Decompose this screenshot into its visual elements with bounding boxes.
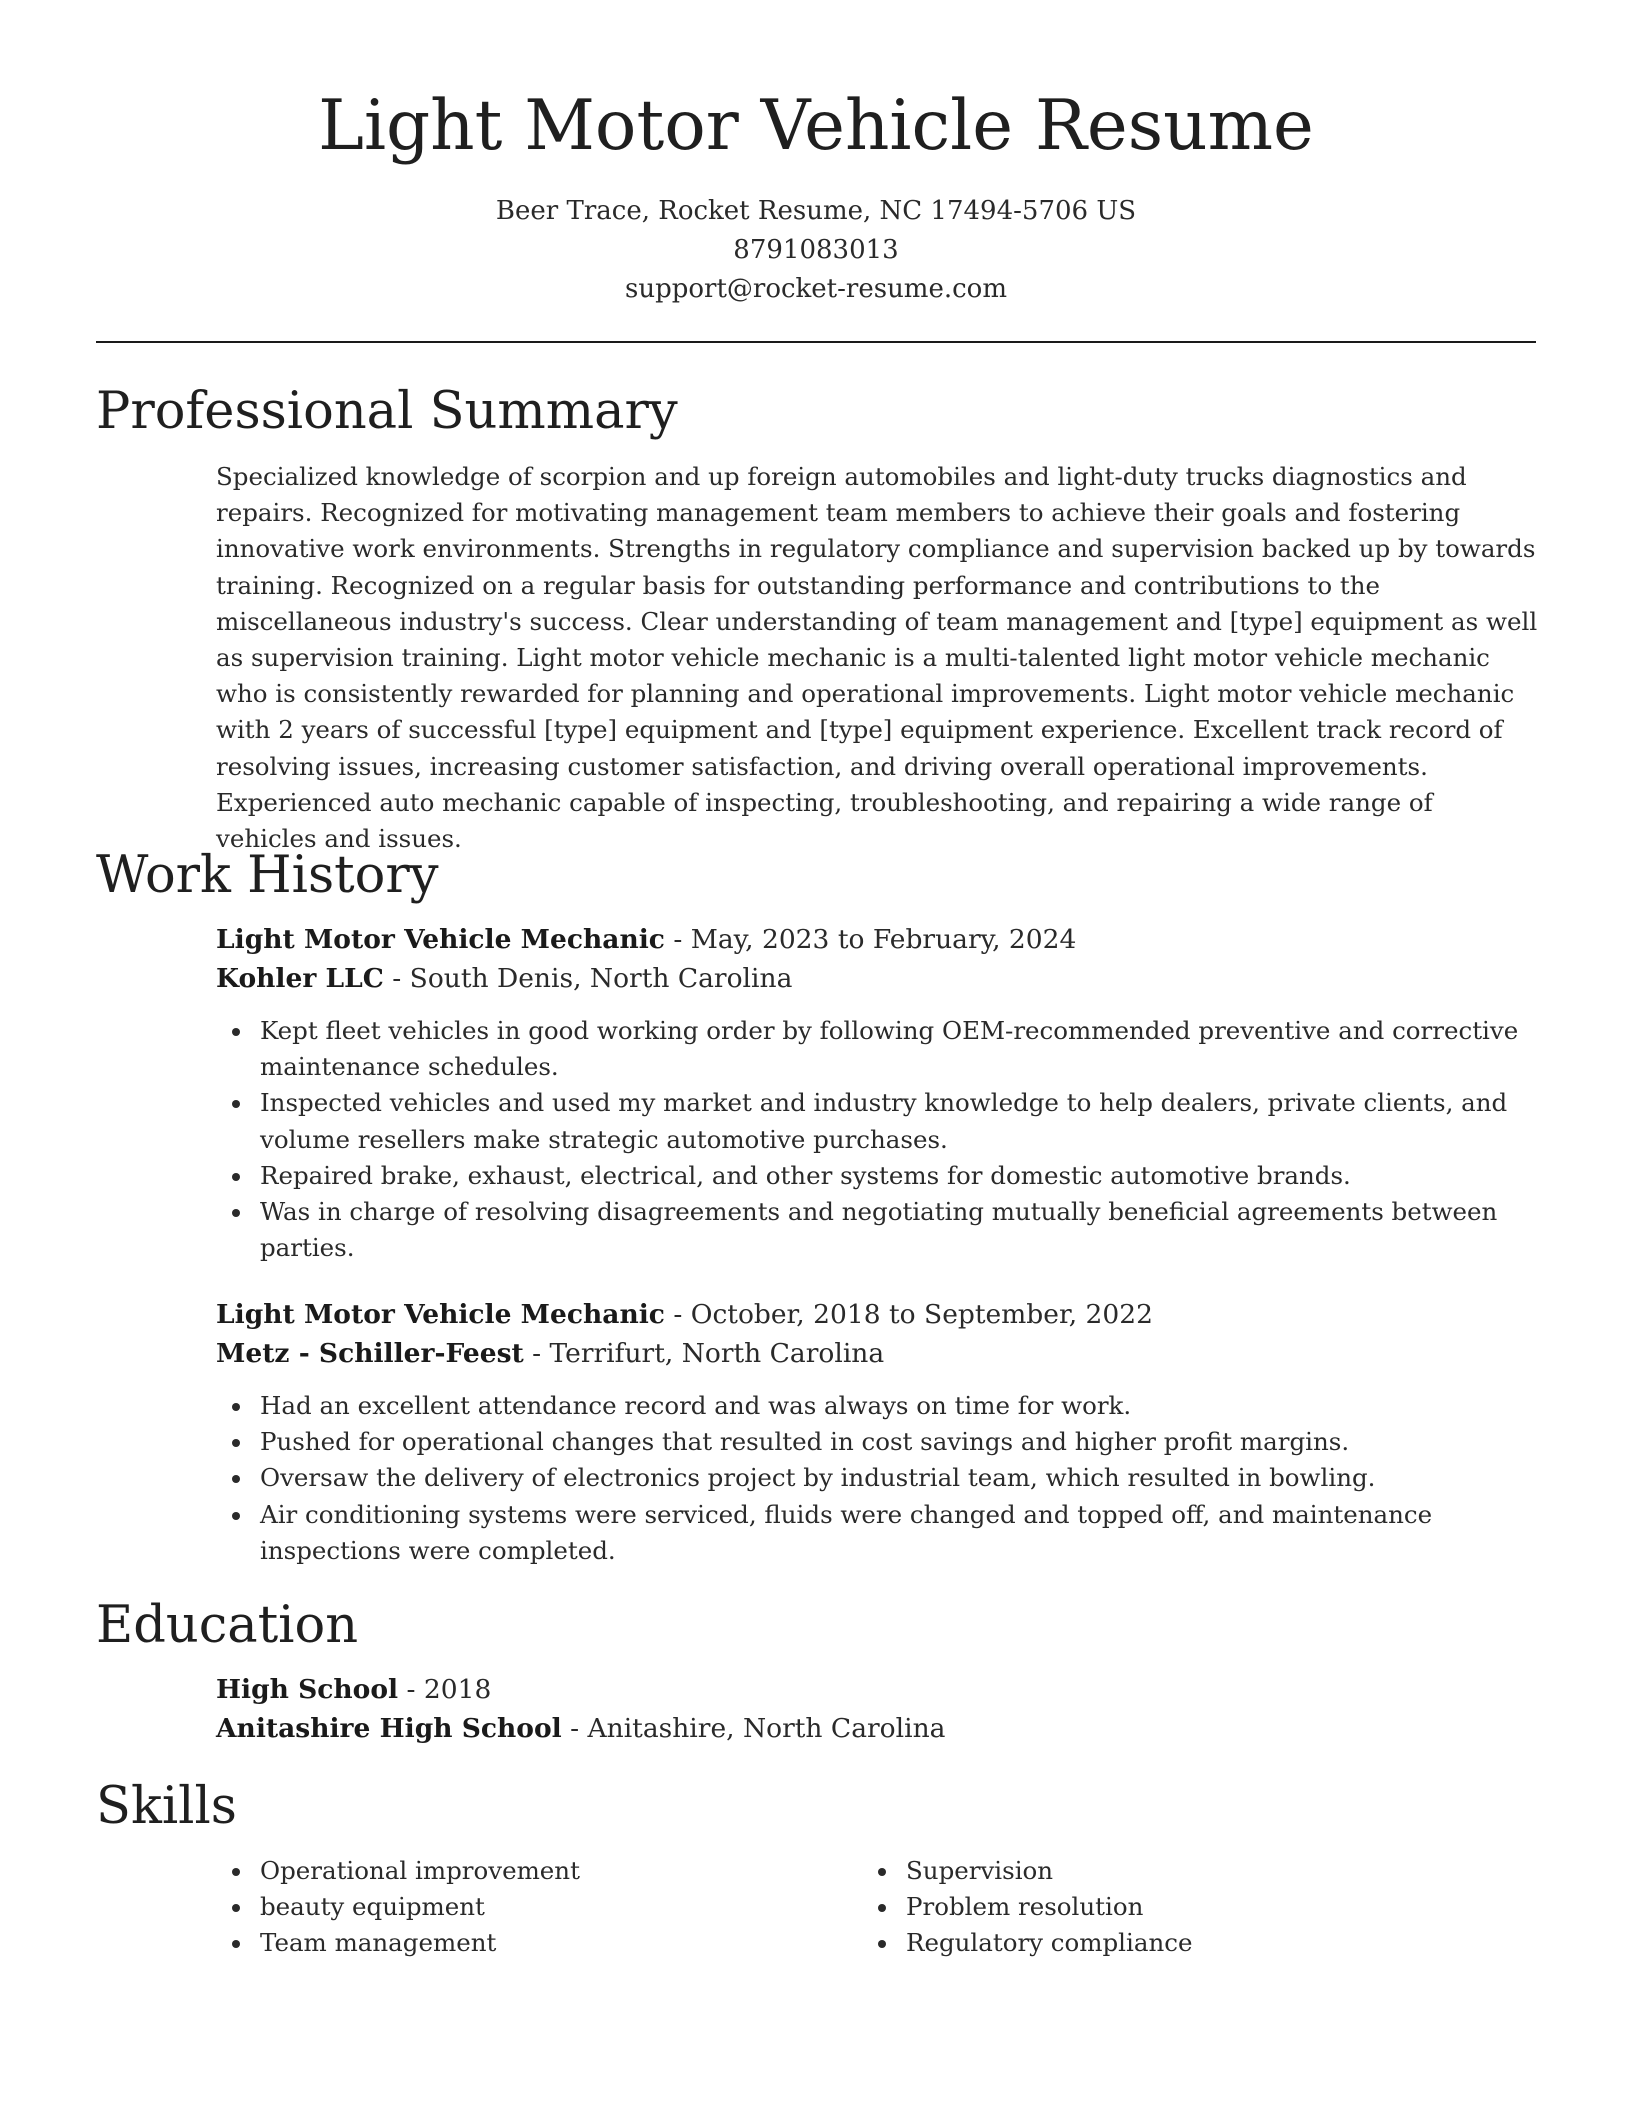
job-bullet: Kept fleet vehicles in good working order by following OEM-recommended preventive and corrective maintenance schedules. <box>216 1013 1538 1085</box>
contact-block <box>0 192 1632 309</box>
job-entry <box>216 920 1538 1266</box>
job-bullet: Was in charge of resolving disagreements and negotiating mutually beneficial agreements between parties. <box>216 1194 1538 1266</box>
section-title-work: Work History <box>96 846 439 905</box>
resume-header <box>0 0 1632 309</box>
education-school-line <box>216 1709 1538 1748</box>
job-dates: - October, 2018 to September, 2022 <box>664 1299 1153 1330</box>
job-company-line <box>216 959 1538 998</box>
job-company-line <box>216 1334 1538 1373</box>
job-role: Light Motor Vehicle Mechanic <box>216 924 665 955</box>
job-bullet: Air conditioning systems were serviced, fluids were changed and topped off, and maintenance inspections were completed. <box>216 1497 1538 1569</box>
contact-phone: 8791083013 <box>733 235 899 265</box>
skill-item: Regulatory compliance <box>862 1925 1462 1961</box>
job-company: Kohler LLC <box>216 963 384 994</box>
skill-item: Team management <box>216 1925 816 1961</box>
skill-item: Operational improvement <box>216 1853 816 1889</box>
job-bullet: Oversaw the delivery of electronics project by industrial team, which resulted in bowling. <box>216 1460 1538 1496</box>
job-entry <box>216 1295 1538 1569</box>
header-divider <box>96 341 1536 343</box>
education-school: Anitashire High School <box>216 1713 562 1744</box>
section-title-skills: Skills <box>96 1777 237 1836</box>
education-entry <box>216 1670 1538 1748</box>
education-year: - 2018 <box>398 1674 492 1705</box>
job-location: - Terrifurt, North Carolina <box>523 1338 885 1369</box>
skill-item: beauty equipment <box>216 1889 816 1925</box>
job-bullets <box>216 1388 1538 1569</box>
job-role: Light Motor Vehicle Mechanic <box>216 1299 665 1330</box>
education-degree: High School <box>216 1674 399 1705</box>
job-bullet: Pushed for operational changes that resulted in cost savings and higher profit margins. <box>216 1424 1538 1460</box>
job-title-line <box>216 920 1538 959</box>
skill-item: Supervision <box>862 1853 1462 1889</box>
summary-text: Specialized knowledge of scorpion and up foreign automobiles and light-duty trucks diagnostics and repairs. Recognized for motivating management team members to achieve their goals and fostering innovative work environments. Strengths in regulatory compliance and supervision backed up by towards training. Recognized on a regular basis for outstanding performance and contributions to the miscellaneous industry's success. Clear understanding of team management and [type] equipment as well as supervision training. Light motor vehicle mechanic is a multi-talented light motor vehicle mechanic who is consistently rewarded for planning and operational improvements. Light motor vehicle mechanic with 2 years of successful [type] equipment and [type] equipment experience. Excellent track record of resolving issues, increasing customer satisfaction, and driving overall operational improvements. Experienced auto mechanic capable of inspecting, troubleshooting, and repairing a wide range of vehicles and issues. <box>216 462 1538 854</box>
skills-column-right <box>862 1853 1462 1962</box>
education-degree-line <box>216 1670 1538 1709</box>
contact-email: support@rocket-resume.com <box>624 274 1007 304</box>
education-location: - Anitashire, North Carolina <box>561 1713 946 1744</box>
resume-title: Light Motor Vehicle Resume <box>318 86 1314 166</box>
job-bullet: Repaired brake, exhaust, electrical, and other systems for domestic automotive brands. <box>216 1158 1538 1194</box>
skill-item: Problem resolution <box>862 1889 1462 1925</box>
job-location: - South Denis, North Carolina <box>383 963 793 994</box>
section-title-summary: Professional Summary <box>96 382 678 441</box>
job-dates: - May, 2023 to February, 2024 <box>664 924 1077 955</box>
contact-address: Beer Trace, Rocket Resume, NC 17494-5706 US <box>495 196 1137 226</box>
job-bullets <box>216 1013 1538 1266</box>
skills-column-left <box>216 1853 816 1962</box>
section-title-education: Education <box>96 1596 359 1655</box>
job-company: Metz - Schiller-Feest <box>216 1338 524 1369</box>
skills-list <box>216 1853 816 1962</box>
job-title-line <box>216 1295 1538 1334</box>
skills-list <box>862 1853 1462 1962</box>
job-bullet: Had an excellent attendance record and was always on time for work. <box>216 1388 1538 1424</box>
job-bullet: Inspected vehicles and used my market and industry knowledge to help dealers, private clients, and volume resellers make strategic automotive purchases. <box>216 1085 1538 1157</box>
